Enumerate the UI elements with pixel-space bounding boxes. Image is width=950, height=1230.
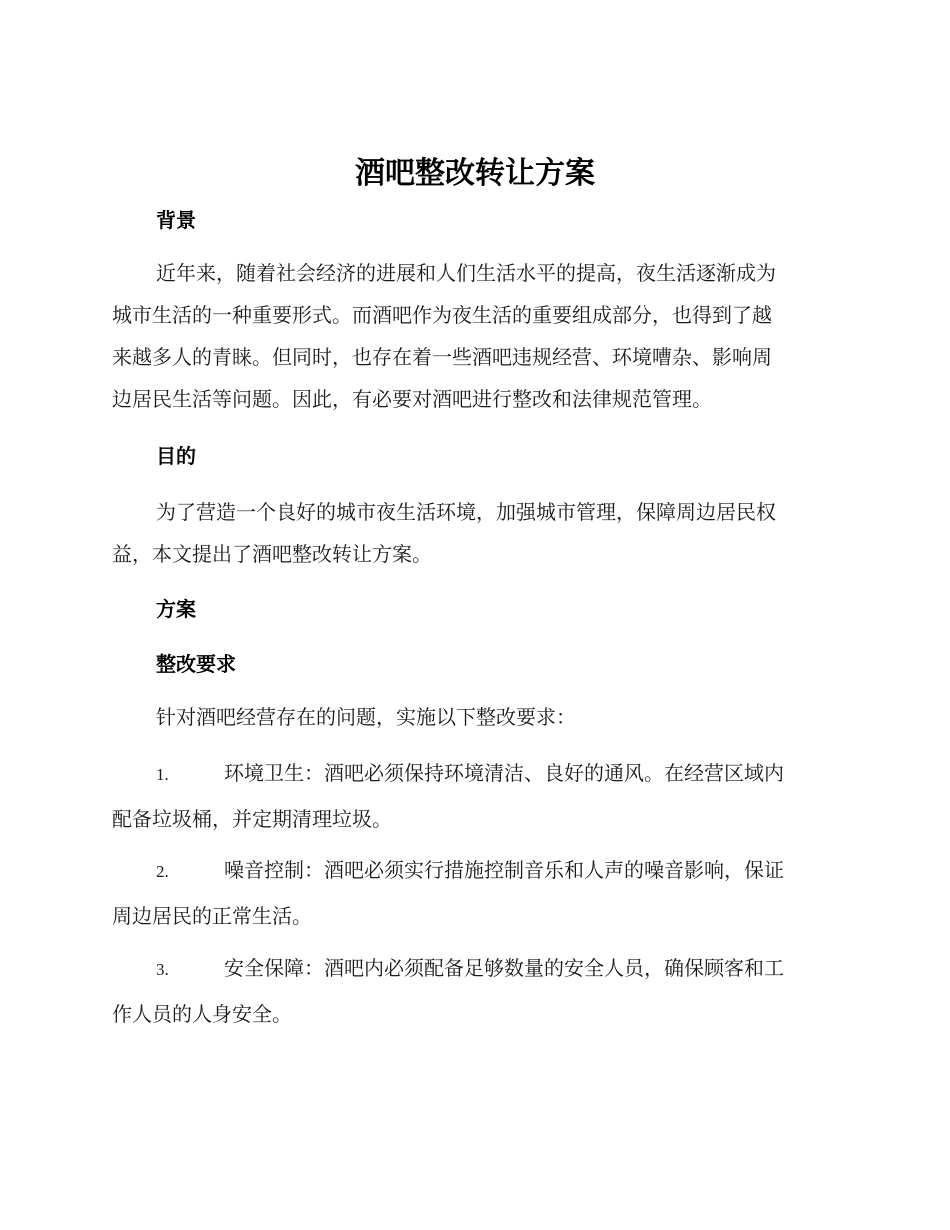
list-item-number: 3. — [156, 960, 169, 979]
purpose-paragraph — [112, 491, 832, 575]
list-item — [112, 751, 832, 841]
background-line-1: 近年来，随着社会经济的进展和人们生活水平的提高，夜生活逐渐成为 — [156, 261, 776, 285]
section-heading-background: 背景 — [156, 208, 196, 232]
background-line-4: 边居民生活等问题。因此，有必要对酒吧进行整改和法律规范管理。 — [112, 387, 712, 411]
list-item-text: 噪音控制：酒吧必须实行措施控制音乐和人声的噪音影响，保证 — [224, 858, 784, 882]
background-line-2: 城市生活的一种重要形式。而酒吧作为夜生活的重要组成部分，也得到了越 — [112, 303, 772, 327]
list-item — [112, 848, 832, 938]
list-item-continuation: 作人员的人身安全。 — [112, 1002, 292, 1026]
requirements-intro-line: 针对酒吧经营存在的问题，实施以下整改要求： — [156, 705, 576, 729]
section-heading-requirements: 整改要求 — [156, 652, 236, 676]
document-title: 酒吧整改转让方案 — [355, 156, 595, 191]
list-item-continuation: 配备垃圾桶，并定期清理垃圾。 — [112, 807, 392, 831]
list-item-continuation: 周边居民的正常生活。 — [112, 904, 312, 928]
background-line-3: 来越多人的青睐。但同时，也存在着一些酒吧违规经营、环境嘈杂、影响周 — [112, 345, 772, 369]
purpose-line-2: 益，本文提出了酒吧整改转让方案。 — [112, 542, 432, 566]
section-heading-purpose: 目的 — [156, 444, 196, 468]
list-item — [112, 946, 832, 1036]
list-item-text: 环境卫生：酒吧必须保持环境清洁、良好的通风。在经营区域内 — [224, 761, 784, 785]
requirements-intro — [112, 696, 832, 738]
purpose-line-1: 为了营造一个良好的城市夜生活环境，加强城市管理，保障周边居民权 — [156, 500, 776, 524]
list-item-number: 1. — [156, 765, 169, 784]
list-item-text: 安全保障：酒吧内必须配备足够数量的安全人员，确保顾客和工 — [224, 956, 784, 980]
list-item-number: 2. — [156, 862, 169, 881]
background-paragraph — [112, 252, 832, 420]
section-heading-plan: 方案 — [156, 597, 196, 621]
